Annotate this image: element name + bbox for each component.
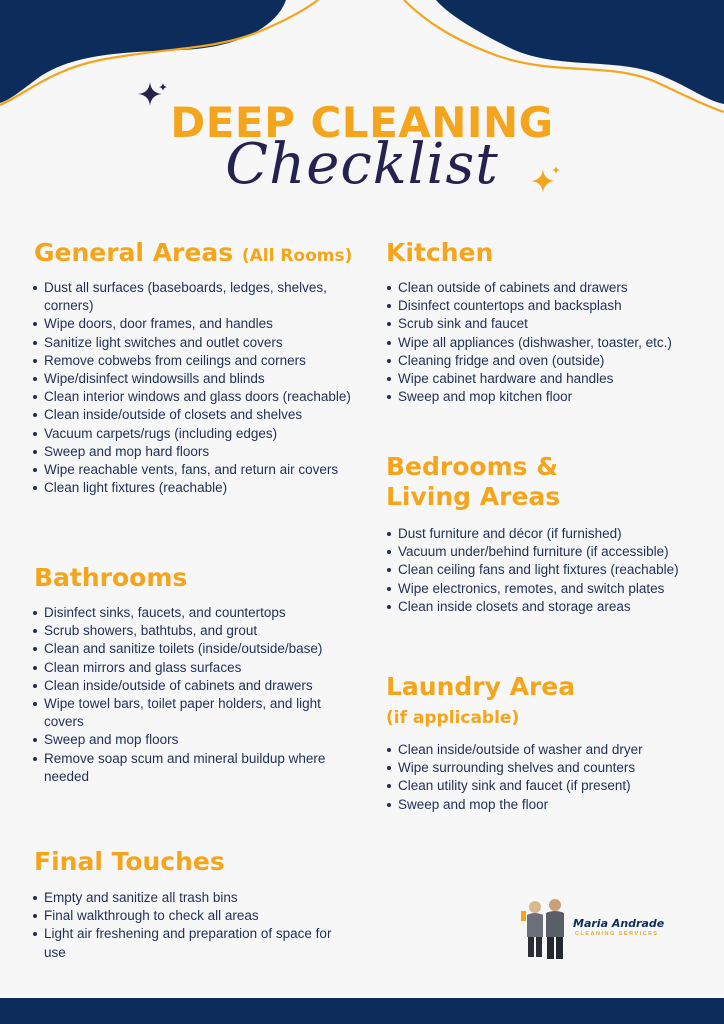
list-item: Clean inside/outside of closets and shelves <box>44 406 356 424</box>
list-item: Final walkthrough to check all areas <box>44 907 356 925</box>
page-title: DEEP CLEANING <box>170 98 554 147</box>
bedrooms-list <box>380 525 724 616</box>
list-item: Dust furniture and décor (if furnished) <box>398 525 724 543</box>
list-item: Wipe doors, door frames, and handles <box>44 315 356 333</box>
list-item: Sanitize light switches and outlet covers <box>44 334 356 352</box>
section-title-bathrooms: Bathrooms <box>34 563 188 592</box>
list-item: Wipe towel bars, toilet paper holders, and light covers <box>44 695 356 731</box>
list-item: Clean interior windows and glass doors (reachable) <box>44 388 356 406</box>
list-item: Sweep and mop kitchen floor <box>398 388 716 406</box>
list-item: Disinfect countertops and backsplash <box>398 297 716 315</box>
list-item: Cleaning fridge and oven (outside) <box>398 352 716 370</box>
list-item: Clean outside of cabinets and drawers <box>398 279 716 297</box>
list-item: Clean light fixtures (reachable) <box>44 479 356 497</box>
kitchen-list <box>380 279 716 406</box>
list-item: Wipe surrounding shelves and counters <box>398 759 724 777</box>
list-item: Vacuum under/behind furniture (if accessible) <box>398 543 724 561</box>
list-item: Sweep and mop the floor <box>398 796 724 814</box>
list-item: Remove soap scum and mineral buildup where needed <box>44 750 356 786</box>
list-item: Scrub showers, bathtubs, and grout <box>44 622 356 640</box>
list-item: Wipe/disinfect windowsills and blinds <box>44 370 356 388</box>
list-item: Wipe electronics, remotes, and switch plates <box>398 580 724 598</box>
list-item: Dust all surfaces (baseboards, ledges, shelves, corners) <box>44 279 356 315</box>
list-item: Wipe all appliances (dishwasher, toaster, etc.) <box>398 334 716 352</box>
section-subtitle-all-rooms: (All Rooms) <box>241 246 353 266</box>
list-item: Clean inside closets and storage areas <box>398 598 724 616</box>
bathrooms-list <box>26 604 356 786</box>
list-item: Clean mirrors and glass surfaces <box>44 659 356 677</box>
list-item: Clean and sanitize toilets (inside/outside/base) <box>44 640 356 658</box>
section-title-bedrooms-line2: Living Areas <box>386 482 561 511</box>
list-item: Wipe cabinet hardware and handles <box>398 370 716 388</box>
general-areas-list <box>26 279 356 497</box>
logo-name: Maria Andrade <box>573 917 665 930</box>
list-item: Disinfect sinks, faucets, and countertops <box>44 604 356 622</box>
list-item: Empty and sanitize all trash bins <box>44 889 356 907</box>
people-illustration-icon <box>515 897 573 961</box>
section-title-final-touches: Final Touches <box>34 847 225 876</box>
final-touches-list <box>26 889 356 962</box>
section-subtitle-if-applicable: (if applicable) <box>386 708 520 728</box>
list-item: Light air freshening and preparation of space for use <box>44 925 356 961</box>
company-logo <box>515 897 675 961</box>
section-title-kitchen: Kitchen <box>386 238 494 267</box>
logo-tagline: CLEANING SERVICES <box>575 931 659 937</box>
list-item: Remove cobwebs from ceilings and corners <box>44 352 356 370</box>
list-item: Vacuum carpets/rugs (including edges) <box>44 425 356 443</box>
page-subtitle-script: Checklist <box>225 132 499 197</box>
list-item: Clean inside/outside of washer and dryer <box>398 741 724 759</box>
section-title-bedrooms-line1: Bedrooms & <box>386 452 559 481</box>
section-title-laundry: Laundry Area <box>386 672 576 701</box>
section-title-general-areas: General Areas (All Rooms) <box>34 238 353 267</box>
list-item: Clean ceiling fans and light fixtures (reachable) <box>398 561 724 579</box>
list-item: Clean utility sink and faucet (if present) <box>398 777 724 795</box>
laundry-list <box>380 741 724 814</box>
list-item: Scrub sink and faucet <box>398 315 716 333</box>
list-item: Sweep and mop floors <box>44 731 356 749</box>
list-item: Wipe reachable vents, fans, and return air covers <box>44 461 356 479</box>
footer-bar <box>0 998 724 1024</box>
list-item: Clean inside/outside of cabinets and drawers <box>44 677 356 695</box>
list-item: Sweep and mop hard floors <box>44 443 356 461</box>
